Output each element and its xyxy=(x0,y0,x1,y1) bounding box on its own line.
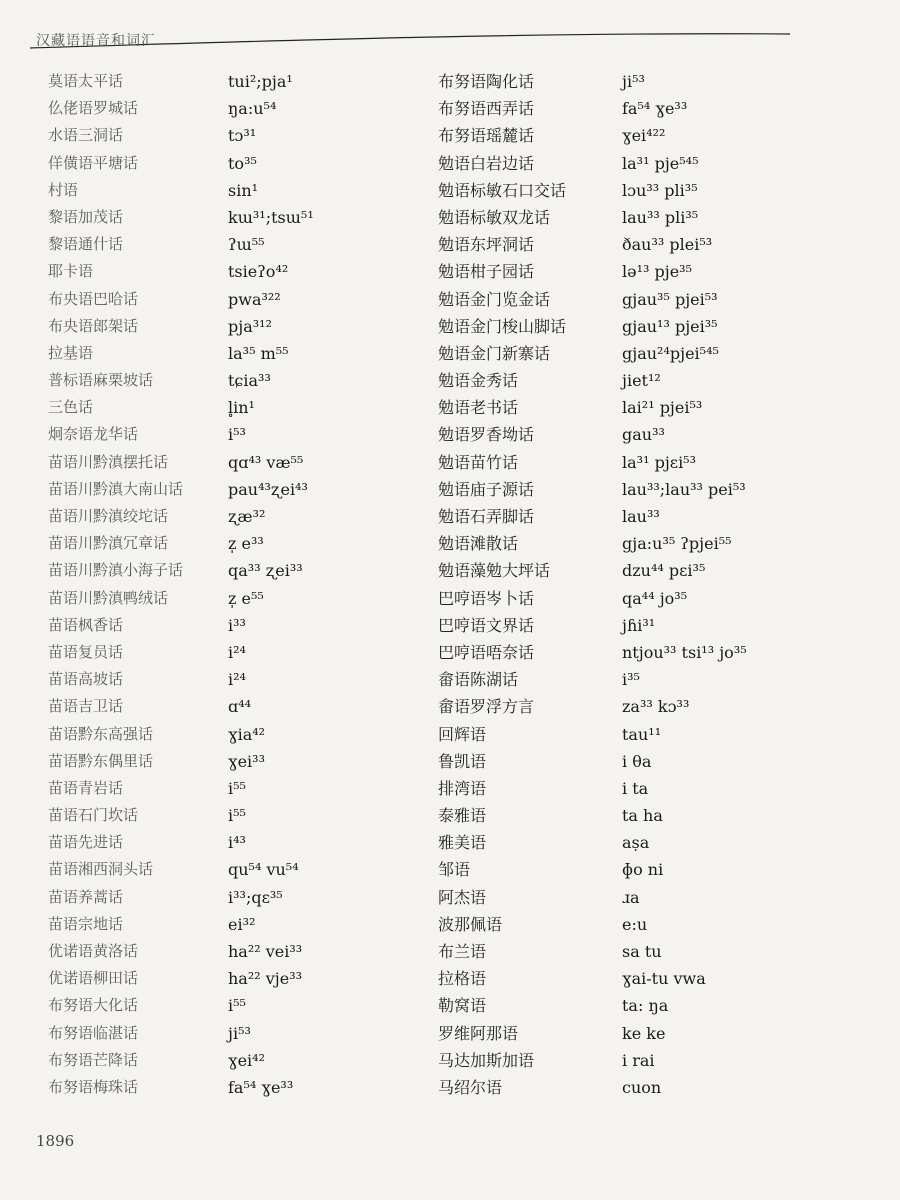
language-name: 畲语罗浮方言 xyxy=(438,697,535,717)
language-name: 普标语麻栗坡话 xyxy=(48,371,154,390)
phonetic-form: pja³¹² xyxy=(228,316,272,336)
language-name: 勉语石弄脚话 xyxy=(438,507,535,526)
phonetic-form: lau³³ pli³⁵ xyxy=(622,207,699,227)
phonetic-form: i⁴³ xyxy=(228,833,246,853)
left-form-column xyxy=(228,68,428,1101)
phonetic-form: tɔ³¹ xyxy=(228,126,257,146)
phonetic-form: ji⁵³ xyxy=(228,1023,251,1043)
language-name: 布努语梅珠话 xyxy=(48,1077,139,1096)
phonetic-form: i θa xyxy=(622,751,652,771)
phonetic-form: i⁵⁵ xyxy=(228,806,246,826)
language-name: 拉格语 xyxy=(438,969,487,989)
right-form-column xyxy=(622,68,882,1101)
left-language-column xyxy=(48,68,228,1101)
language-name: 苗语川黔滇大南山话 xyxy=(48,479,184,498)
phonetic-form: sa tu xyxy=(622,942,662,961)
phonetic-form: ɣia⁴² xyxy=(228,724,266,744)
language-name: 勉语白岩边话 xyxy=(438,153,535,173)
phonetic-form: tɕia³³ xyxy=(228,371,271,391)
language-name: 罗维阿那语 xyxy=(438,1023,519,1043)
phonetic-form: ta ha xyxy=(622,806,663,826)
language-name: 三色话 xyxy=(48,398,94,417)
language-name: 布努语大化话 xyxy=(48,996,139,1015)
page-number: 1896 xyxy=(36,1132,75,1150)
language-name: 水语三洞话 xyxy=(48,126,124,145)
language-name: 苗语川黔滇小海子话 xyxy=(48,561,184,580)
language-name: 佯僙语平塘话 xyxy=(48,153,139,172)
language-name: 勉语金门梭山脚话 xyxy=(438,316,567,336)
language-name: 勉语滩散话 xyxy=(438,534,519,554)
phonetic-form: e:u xyxy=(622,914,648,934)
language-name: 勉语金秀话 xyxy=(438,371,519,391)
phonetic-form: i³³;qɛ³⁵ xyxy=(228,887,283,907)
language-name: 仫佬语罗城话 xyxy=(48,99,139,118)
phonetic-form: la³⁵ m⁵⁵ xyxy=(228,343,289,363)
language-name: 苗语川黔滇绞坨话 xyxy=(48,507,169,525)
language-name: 布央语郎架话 xyxy=(48,316,139,335)
language-name: 村语 xyxy=(48,180,79,199)
language-name: 阿杰语 xyxy=(438,887,487,907)
phonetic-form: tau¹¹ xyxy=(622,724,662,744)
phonetic-form: gjau¹³ pjei³⁵ xyxy=(622,316,718,336)
phonetic-form: ðau³³ plei⁵³ xyxy=(622,235,713,255)
phonetic-form: sin¹ xyxy=(228,180,259,200)
phonetic-form: qɑ⁴³ væ⁵⁵ xyxy=(228,452,304,472)
phonetic-form: ɑ⁴⁴ xyxy=(228,697,252,717)
language-name: 拉基语 xyxy=(48,343,94,362)
phonetic-form: ɣei⁴²² xyxy=(622,126,666,146)
language-name: 巴哼语岑卜话 xyxy=(438,588,535,608)
language-name: 勉语东坪洞话 xyxy=(438,235,535,255)
language-name: 布努语陶化话 xyxy=(438,72,535,91)
language-name: 布兰语 xyxy=(438,942,487,961)
language-name: 邹语 xyxy=(438,860,471,880)
phonetic-form: i²⁴ xyxy=(228,642,246,662)
language-name: 苗语湘西洞头话 xyxy=(48,860,154,879)
phonetic-form: pwa³²² xyxy=(228,289,281,309)
language-name: 勉语金门新寨话 xyxy=(438,343,551,363)
language-name: 苗语宗地话 xyxy=(48,914,124,933)
phonetic-form: ntjou³³ tsi¹³ jo³⁵ xyxy=(622,642,747,662)
phonetic-form: ɹa xyxy=(622,887,640,907)
phonetic-form: ke ke xyxy=(622,1023,666,1043)
language-name: 回辉语 xyxy=(438,724,487,744)
phonetic-form: ɣei⁴² xyxy=(228,1050,265,1070)
phonetic-form: z̩ e⁵⁵ xyxy=(228,588,264,608)
language-name: 布央语巴哈话 xyxy=(48,289,139,308)
language-name: 黎语通什话 xyxy=(48,235,124,254)
language-name: 勉语藻勉大坪话 xyxy=(438,561,551,581)
language-name: 苗语高坡话 xyxy=(48,670,124,689)
phonetic-form: ʐæ³² xyxy=(228,507,266,526)
phonetic-form: ta: ŋa xyxy=(622,996,669,1016)
phonetic-form: fa⁵⁴ ɣe³³ xyxy=(228,1077,294,1097)
language-name: 布努语芒降话 xyxy=(48,1050,139,1069)
phonetic-form: jiet¹² xyxy=(622,371,661,391)
phonetic-form: lau³³ xyxy=(622,507,660,526)
language-name: 优诺语黄洛话 xyxy=(48,942,139,960)
phonetic-form: ha²² vei³³ xyxy=(228,942,303,961)
phonetic-form: jɦi³¹ xyxy=(622,615,656,635)
language-name: 炯奈语龙华话 xyxy=(48,425,139,444)
phonetic-form: za³³ kɔ³³ xyxy=(622,697,690,717)
phonetic-form: i³³ xyxy=(228,615,246,635)
language-name: 苗语先进话 xyxy=(48,833,124,852)
phonetic-form: ei³² xyxy=(228,914,256,934)
language-name: 勉语标敏双龙话 xyxy=(438,207,551,227)
phonetic-form: ɣai-tu vwa xyxy=(622,969,706,989)
language-name: 苗语石门坎话 xyxy=(48,806,139,825)
phonetic-form: i²⁴ xyxy=(228,670,246,690)
phonetic-form: gjau³⁵ pjei⁵³ xyxy=(622,289,718,309)
phonetic-form: gau³³ xyxy=(622,425,665,445)
language-name: 苗语川黔滇冗章话 xyxy=(48,534,169,553)
right-language-column xyxy=(438,68,618,1101)
language-name: 勉语庙子源话 xyxy=(438,479,535,499)
phonetic-form: ɸo ni xyxy=(622,860,664,880)
running-header: 汉藏语语音和词汇 xyxy=(36,33,156,49)
phonetic-form: la³¹ pjɛi⁵³ xyxy=(622,452,697,472)
phonetic-form: dzu⁴⁴ pɛi³⁵ xyxy=(622,561,706,581)
phonetic-form: qu⁵⁴ vu⁵⁴ xyxy=(228,860,299,880)
phonetic-form: qa³³ ʐei³³ xyxy=(228,561,303,581)
language-name: 勉语老书话 xyxy=(438,398,519,418)
phonetic-form: i³⁵ xyxy=(622,670,640,690)
phonetic-form: lau³³;lau³³ pei⁵³ xyxy=(622,479,746,499)
language-name: 波那佩语 xyxy=(438,914,503,934)
phonetic-form: pau⁴³ʐei⁴³ xyxy=(228,479,308,499)
phonetic-form: i⁵³ xyxy=(228,425,246,445)
phonetic-form: i⁵⁵ xyxy=(228,778,246,798)
language-name: 畲语陈湖话 xyxy=(438,670,519,690)
phonetic-form: ɣei³³ xyxy=(228,751,265,771)
language-name: 苗语吉卫话 xyxy=(48,697,124,716)
phonetic-form: ʔɯ⁵⁵ xyxy=(228,235,265,255)
phonetic-form: ha²² vje³³ xyxy=(228,969,303,989)
language-name: 排湾语 xyxy=(438,778,487,798)
phonetic-form: la³¹ pje⁵⁴⁵ xyxy=(622,153,699,173)
phonetic-form: l̥in¹ xyxy=(228,398,255,418)
language-name: 苗语黔东高强话 xyxy=(48,724,154,743)
language-name: 苗语黔东偶里话 xyxy=(48,751,154,770)
language-name: 布努语临湛话 xyxy=(48,1023,139,1042)
phonetic-form: to³⁵ xyxy=(228,153,257,173)
phonetic-form: ŋa:u⁵⁴ xyxy=(228,99,277,119)
language-name: 雅美语 xyxy=(438,833,487,853)
language-name: 勉语标敏石口交话 xyxy=(438,180,567,200)
language-name: 勉语柑子园话 xyxy=(438,262,535,282)
language-name: 耶卡语 xyxy=(48,262,94,281)
phonetic-form: aṣa xyxy=(622,833,650,853)
language-name: 勉语罗香坳话 xyxy=(438,425,535,445)
phonetic-form: qa⁴⁴ jo³⁵ xyxy=(622,588,688,608)
phonetic-form: i⁵⁵ xyxy=(228,996,246,1016)
phonetic-form: i ta xyxy=(622,778,649,798)
phonetic-form: z̩ e³³ xyxy=(228,534,264,554)
phonetic-form: tui²;pja¹ xyxy=(228,72,293,91)
phonetic-form: kɯ³¹;tsɯ⁵¹ xyxy=(228,207,314,227)
language-name: 苗语川黔滇摆托话 xyxy=(48,452,169,471)
language-name: 黎语加茂话 xyxy=(48,207,124,226)
language-name: 勉语金门览金话 xyxy=(438,289,551,309)
language-name: 布努语瑶麓话 xyxy=(438,126,535,146)
language-name: 勒窝语 xyxy=(438,996,487,1016)
language-name: 巴哼语文界话 xyxy=(438,615,535,635)
language-name: 苗语养蒿话 xyxy=(48,887,124,906)
phonetic-form: lə¹³ pje³⁵ xyxy=(622,262,692,282)
language-name: 泰雅语 xyxy=(438,806,487,826)
language-name: 巴哼语唔奈话 xyxy=(438,642,535,662)
language-name: 布努语西弄话 xyxy=(438,99,535,119)
phonetic-form: ji⁵³ xyxy=(622,72,645,91)
language-name: 苗语青岩话 xyxy=(48,778,124,797)
phonetic-form: tsieʔo⁴² xyxy=(228,262,289,282)
language-name: 优诺语柳田话 xyxy=(48,969,139,988)
language-name: 莫语太平话 xyxy=(48,72,124,90)
phonetic-form: gja:u³⁵ ʔpjei⁵⁵ xyxy=(622,534,732,554)
phonetic-form: lai²¹ pjei⁵³ xyxy=(622,398,703,418)
language-name: 马达加斯加语 xyxy=(438,1050,535,1070)
phonetic-form: cuon xyxy=(622,1077,662,1097)
language-name: 苗语川黔滇鸭绒话 xyxy=(48,588,169,607)
phonetic-form: lɔu³³ pli³⁵ xyxy=(622,180,698,200)
phonetic-form: i rai xyxy=(622,1050,655,1070)
language-name: 鲁凯语 xyxy=(438,751,487,771)
phonetic-form: fa⁵⁴ ɣe³³ xyxy=(622,99,688,119)
language-name: 马绍尔语 xyxy=(438,1077,503,1097)
language-name: 苗语枫香话 xyxy=(48,615,124,634)
language-name: 苗语复员话 xyxy=(48,642,124,661)
phonetic-form: gjau²⁴pjei⁵⁴⁵ xyxy=(622,343,719,363)
language-name: 勉语苗竹话 xyxy=(438,452,519,472)
